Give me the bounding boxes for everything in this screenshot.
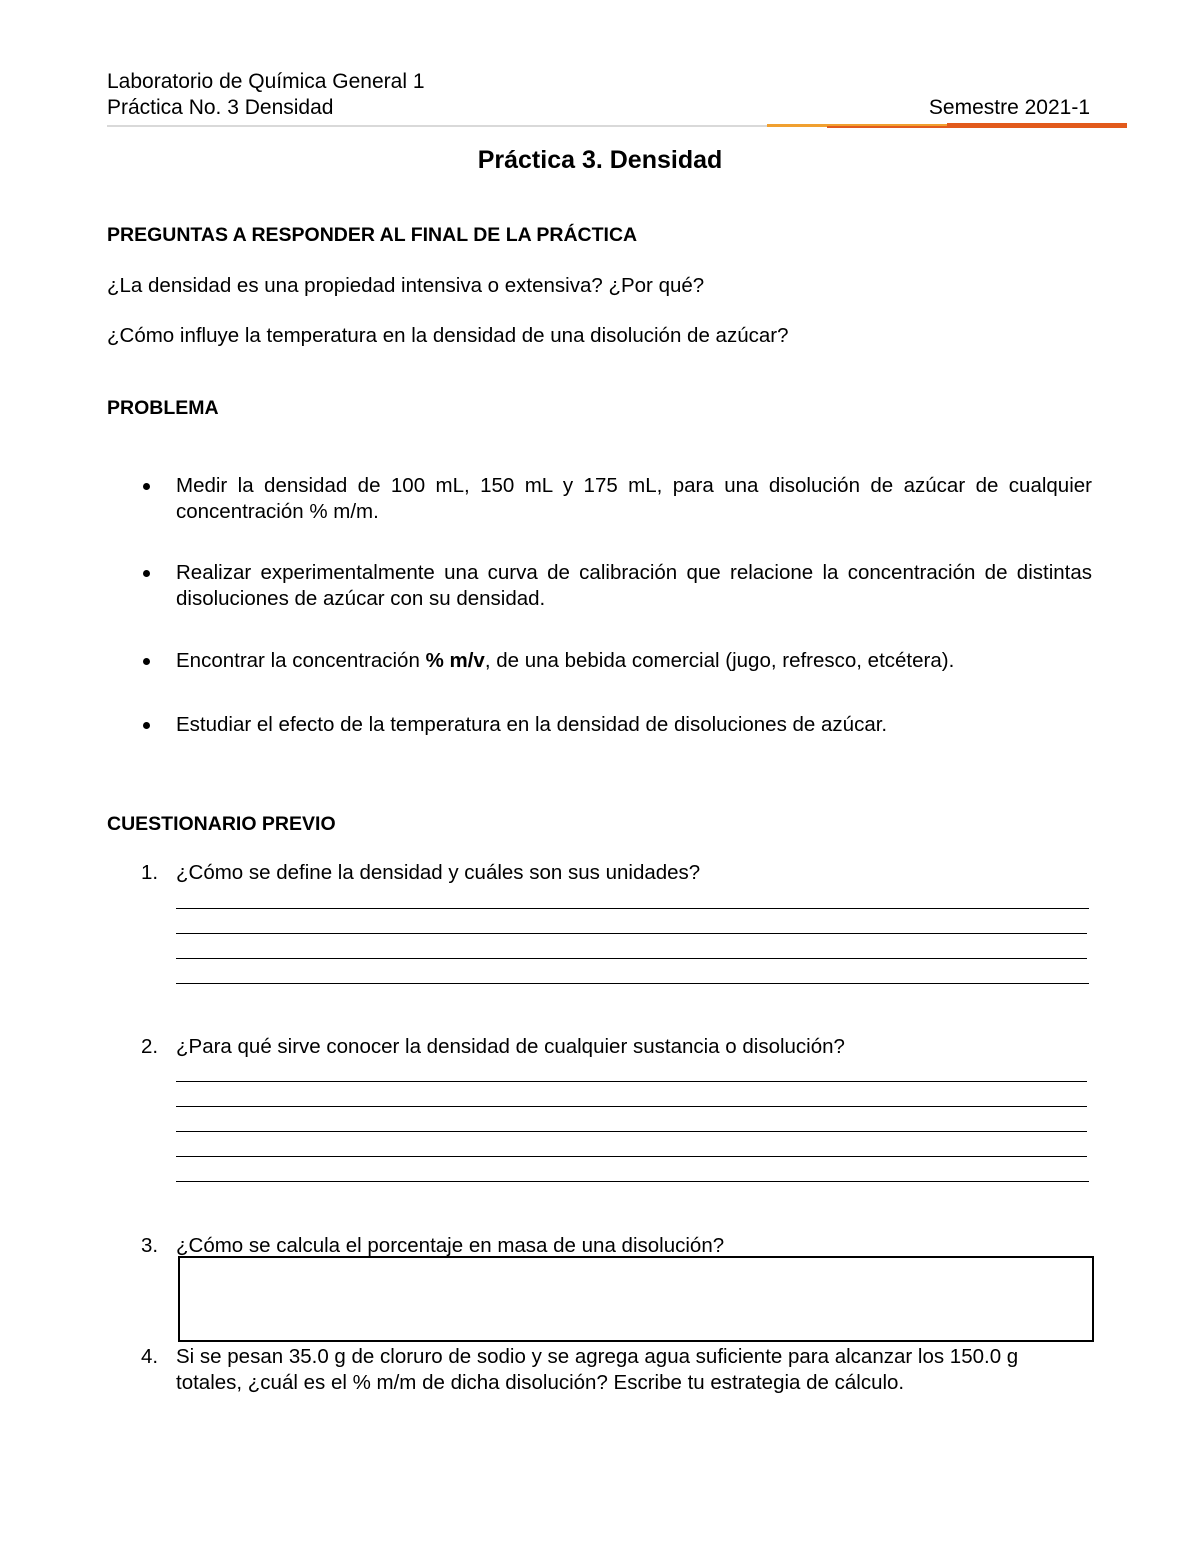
- answer-line[interactable]: [176, 1156, 1087, 1157]
- problem-item-text: , de una bebida comercial (jugo, refresco, etcétera).: [484, 649, 955, 672]
- header-accent-bar: [107, 123, 1127, 130]
- bullet-icon: [143, 570, 150, 577]
- question-number: 3.: [141, 1234, 159, 1257]
- answer-line[interactable]: [176, 958, 1087, 959]
- page-title: Práctica 3. Densidad: [477, 146, 723, 174]
- question-number: 1.: [141, 861, 159, 884]
- problem-item-text: Encontrar la concentración: [176, 649, 426, 672]
- answer-box[interactable]: [178, 1256, 1094, 1342]
- question-text: ¿Para qué sirve conocer la densidad de cualquier sustancia o disolución?: [176, 1035, 845, 1058]
- question-number: 4.: [141, 1345, 159, 1368]
- bullet-icon: [143, 483, 150, 490]
- answer-line[interactable]: [176, 1131, 1087, 1132]
- problem-item: Estudiar el efecto de la temperatura en la densidad de disoluciones de azúcar.: [176, 713, 888, 736]
- bullet-icon: [143, 658, 150, 665]
- question-text: Si se pesan 35.0 g de cloruro de sodio y se agrega agua suficiente para alcanzar los 150.0 g totales, ¿cuál es el % m/m de dicha disolución? Escribe tu estrategia de cálculo.: [176, 1345, 1019, 1394]
- question-text: ¿La densidad es una propiedad intensiva o extensiva? ¿Por qué?: [107, 274, 705, 297]
- question-text: ¿Cómo se calcula el porcentaje en masa de una disolución?: [176, 1234, 725, 1257]
- problem-item-emphasis: % m/v: [425, 649, 485, 672]
- problem-item: Medir la densidad de 100 mL, 150 mL y 175 mL, para una disolución de azúcar de cualquier concentración % m/m.: [176, 474, 1092, 523]
- question-text: ¿Cómo influye la temperatura en la densidad de una disolución de azúcar?: [107, 324, 789, 347]
- questions-heading: PREGUNTAS A RESPONDER AL FINAL DE LA PRÁCTICA: [107, 224, 638, 246]
- bullet-icon: [143, 722, 150, 729]
- answer-line[interactable]: [176, 933, 1087, 934]
- problem-item: [176, 648, 954, 674]
- answer-line[interactable]: [176, 908, 1089, 909]
- course-name: Laboratorio de Química General 1: [107, 70, 425, 93]
- problem-heading: PROBLEMA: [107, 397, 219, 419]
- question-text: ¿Cómo se define la densidad y cuáles son sus unidades?: [176, 861, 701, 884]
- answer-line[interactable]: [176, 1181, 1089, 1182]
- question-number: 2.: [141, 1035, 159, 1058]
- practice-label: Práctica No. 3 Densidad: [107, 96, 334, 119]
- problem-item: Realizar experimentalmente una curva de calibración que relacione la concentración de distintas disoluciones de azúcar con su densidad.: [176, 561, 1092, 610]
- answer-line[interactable]: [176, 1081, 1087, 1082]
- answer-line[interactable]: [176, 1106, 1087, 1107]
- semester-label: Semestre 2021-1: [928, 96, 1090, 119]
- questionnaire-heading: CUESTIONARIO PREVIO: [107, 813, 336, 835]
- answer-line[interactable]: [176, 983, 1089, 984]
